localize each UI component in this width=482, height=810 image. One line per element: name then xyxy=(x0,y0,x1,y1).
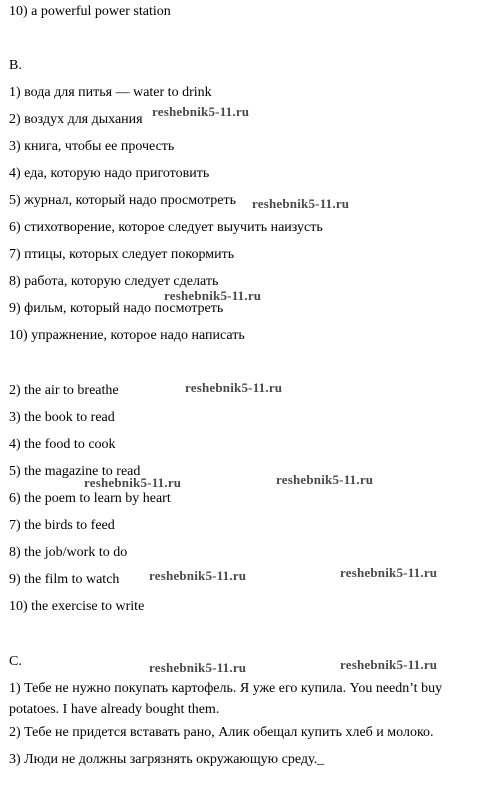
english-item: 2) the air to breathe xyxy=(9,383,119,398)
section-b-heading: B. xyxy=(9,58,22,73)
section-c-heading: C. xyxy=(9,654,22,669)
watermark: reshebnik5-11.ru xyxy=(149,660,247,675)
section-c-item: 2) Тебе не придется вставать рано, Алик обещал купить хлеб и молоко. xyxy=(9,725,434,740)
watermark: reshebnik5-11.ru xyxy=(185,380,283,395)
section-c-item: 1) Тебе не нужно покупать картофель. Я уже его купила. You needn’t buy potatoes. I have already bought them. xyxy=(9,681,443,717)
watermark: reshebnik5-11.ru xyxy=(164,288,262,303)
watermark: reshebnik5-11.ru xyxy=(149,568,247,583)
russian-item: 6) стихотворение, которое следует выучить наизусть xyxy=(9,220,323,235)
russian-item: 2) воздух для дыхания xyxy=(9,112,143,127)
russian-item: 5) журнал, который надо просмотреть xyxy=(9,193,236,208)
section-c-item: 3) Люди не должны загрязнять окружающую среду._ xyxy=(9,752,325,767)
watermark: reshebnik5-11.ru xyxy=(276,472,374,487)
russian-item: 4) еда, которую надо приготовить xyxy=(9,166,210,181)
watermark: reshebnik5-11.ru xyxy=(84,475,182,490)
english-item: 3) the book to read xyxy=(9,410,115,425)
english-item: 10) the exercise to write xyxy=(9,599,145,614)
english-item: 7) the birds to feed xyxy=(9,518,115,533)
english-item: 5) the magazine to read xyxy=(9,464,141,479)
russian-item: 8) работа, которую следует сделать xyxy=(9,274,219,289)
english-item: 6) the poem to learn by heart xyxy=(9,491,171,506)
answer-line: 10) a powerful power station xyxy=(9,4,171,19)
russian-item: 10) упражнение, которое надо написать xyxy=(9,328,245,343)
watermark: reshebnik5-11.ru xyxy=(252,196,350,211)
russian-item: 7) птицы, которых следует покормить xyxy=(9,247,235,262)
watermark: reshebnik5-11.ru xyxy=(340,565,438,580)
english-item: 4) the food to cook xyxy=(9,437,116,452)
watermark: reshebnik5-11.ru xyxy=(152,104,250,119)
english-item: 8) the job/work to do xyxy=(9,545,128,560)
russian-item: 3) книга, чтобы ее прочесть xyxy=(9,139,175,154)
english-item: 9) the film to watch xyxy=(9,572,120,587)
russian-item: 1) вода для питья — water to drink xyxy=(9,85,212,100)
watermark: reshebnik5-11.ru xyxy=(340,657,438,672)
russian-item: 9) фильм, который надо посмотреть xyxy=(9,301,224,316)
